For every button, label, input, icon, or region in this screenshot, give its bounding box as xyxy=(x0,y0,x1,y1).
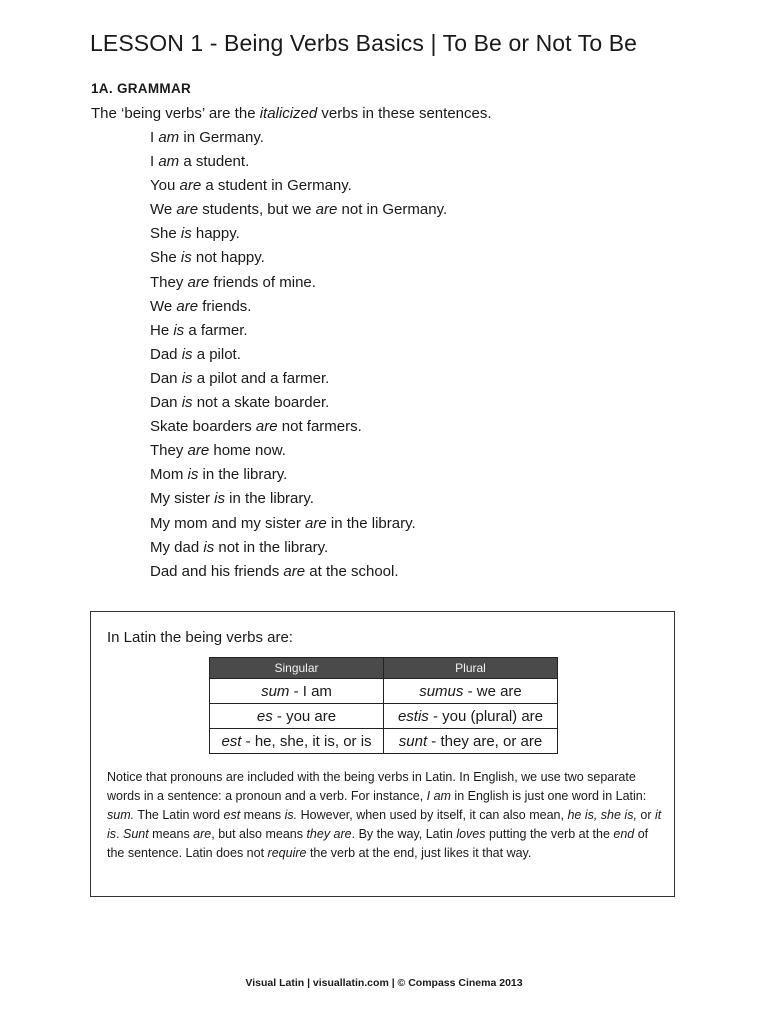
example-sentences xyxy=(150,126,447,584)
latin-verbs-box xyxy=(90,611,675,897)
intro-before: The ‘being verbs’ are the xyxy=(91,105,260,122)
example-sentence xyxy=(150,198,447,222)
example-sentence xyxy=(150,126,447,150)
note-text: or xyxy=(636,808,655,822)
example-sentence xyxy=(150,560,447,584)
note-text: means xyxy=(148,827,194,841)
note-text: putting the verb at the xyxy=(485,827,614,841)
english-meaning: - you are xyxy=(272,707,337,725)
footer: Visual Latin | visuallatin.com | © Compass Cinema 2013 xyxy=(245,977,523,989)
sentence-text: students, but we xyxy=(198,201,316,219)
sentence-text: a student. xyxy=(179,153,250,171)
being-verb: are xyxy=(176,201,199,219)
example-sentence xyxy=(150,536,447,560)
example-sentence xyxy=(150,439,447,463)
being-verb: are xyxy=(187,442,210,460)
sentence-text: not in the library. xyxy=(214,538,329,556)
sentence-text: We xyxy=(150,201,177,219)
sentence-text: I xyxy=(150,129,159,146)
sentence-text: not in Germany. xyxy=(337,201,448,219)
note-italic: Sunt xyxy=(122,827,149,841)
note-italic: loves xyxy=(456,827,486,841)
note-text: in English is just one word in Latin: xyxy=(450,789,647,803)
table-row xyxy=(210,704,558,729)
sentence-text: My sister xyxy=(150,490,215,508)
sentence-text: We xyxy=(150,297,177,315)
sentence-text: not happy. xyxy=(191,249,265,267)
note-italic: I am xyxy=(426,789,451,803)
example-sentence xyxy=(150,463,447,487)
being-verb: is xyxy=(214,490,226,508)
example-sentence xyxy=(150,487,447,511)
table-cell xyxy=(210,729,384,754)
being-verb: is xyxy=(203,538,215,556)
english-meaning: - they are, or are xyxy=(427,732,543,750)
sentence-text: in the library. xyxy=(198,466,288,484)
note-italic: require xyxy=(267,846,307,860)
table-row xyxy=(210,679,558,704)
latin-verb: sunt xyxy=(398,732,428,750)
latin-verb: estis xyxy=(397,707,429,725)
being-verb: is xyxy=(173,321,185,339)
sentence-text: Skate boarders xyxy=(150,418,256,436)
latin-verb: sumus xyxy=(419,682,464,700)
table-cell xyxy=(210,704,384,729)
sentence-text: Dad xyxy=(150,345,182,363)
being-verb: are xyxy=(176,297,199,315)
note-text: However, when used by itself, it can also mean, xyxy=(297,808,568,822)
table-cell xyxy=(384,679,558,704)
latin-verb: sum xyxy=(261,682,290,700)
intro-after: verbs in these sentences. xyxy=(317,105,492,122)
note-italic: est xyxy=(223,808,241,822)
sentence-text: I xyxy=(150,153,159,171)
sentence-text: not a skate boarder. xyxy=(192,394,330,412)
example-sentence xyxy=(150,150,447,174)
being-verb: is xyxy=(181,345,193,363)
table-cell xyxy=(384,729,558,754)
being-verb: is xyxy=(181,369,193,387)
example-sentence xyxy=(150,222,447,246)
note-italic: sum. xyxy=(107,808,135,822)
sentence-text: in the library. xyxy=(326,514,416,532)
being-verb: is xyxy=(181,394,193,412)
english-meaning: - I am xyxy=(289,682,332,700)
section-heading: 1A. GRAMMAR xyxy=(91,81,192,96)
being-verb: are xyxy=(179,177,202,195)
being-verb: are xyxy=(305,514,327,532)
sentence-text: home now. xyxy=(209,442,286,460)
sentence-text: He xyxy=(150,321,174,339)
example-sentence xyxy=(150,246,447,270)
english-meaning: - he, she, it is, or is xyxy=(241,732,372,750)
example-sentence xyxy=(150,343,447,367)
note-text: . By the way, Latin xyxy=(351,827,457,841)
sentence-text: Dad and his friends xyxy=(150,562,284,580)
table-cell xyxy=(384,704,558,729)
being-verb: is xyxy=(180,249,192,267)
being-verb: is xyxy=(180,225,192,243)
sentence-text: at the school. xyxy=(305,562,399,580)
note-italic: they are xyxy=(306,827,352,841)
being-verb: are xyxy=(187,273,210,291)
english-meaning: - you (plural) are xyxy=(428,707,544,725)
intro-italic: italicized xyxy=(259,105,318,122)
sentence-text: a farmer. xyxy=(184,321,248,339)
sentence-text: You xyxy=(150,177,180,195)
latin-verb: est xyxy=(221,732,242,750)
example-sentence xyxy=(150,295,447,319)
table-row xyxy=(210,729,558,754)
note-text: of the sentence. Latin does not xyxy=(107,827,649,860)
sentence-text: They xyxy=(150,442,188,460)
page-title: LESSON 1 - Being Verbs Basics | To Be or Not To Be xyxy=(90,30,638,56)
being-verb: are xyxy=(283,562,306,580)
sentence-text: My dad xyxy=(150,538,204,556)
example-sentence xyxy=(150,271,447,295)
note-italic: end xyxy=(613,827,635,841)
being-verb: is xyxy=(187,466,199,484)
sentence-text: a pilot. xyxy=(192,345,241,363)
note-text: Notice that pronouns are included with the being verbs in Latin. In English, we use two separate words in a sentence: a pronoun and a verb. For instance, xyxy=(107,770,636,803)
note-italic: are xyxy=(193,827,212,841)
sentence-text: in the library. xyxy=(225,490,314,508)
sentence-text: Mom xyxy=(150,466,188,484)
sentence-text: She xyxy=(150,225,181,243)
sentence-text: in Germany. xyxy=(179,129,264,146)
header-plural: Plural xyxy=(384,658,558,679)
explanation-note xyxy=(107,768,667,863)
being-verb: are xyxy=(255,418,278,436)
table-cell xyxy=(210,679,384,704)
being-verb: am xyxy=(158,153,180,171)
sentence-text: Dan xyxy=(150,369,182,387)
example-sentence xyxy=(150,512,447,536)
english-meaning: - we are xyxy=(463,682,522,700)
verb-table xyxy=(209,657,558,754)
sentence-text: Dan xyxy=(150,394,182,412)
being-verb: are xyxy=(315,201,338,219)
sentence-text: not farmers. xyxy=(277,418,362,436)
box-intro: In Latin the being verbs are: xyxy=(107,629,293,646)
latin-verb: es xyxy=(256,707,273,725)
intro-text xyxy=(91,105,492,122)
note-text: , but also means xyxy=(211,827,307,841)
note-italic: it is xyxy=(107,808,662,841)
note-text: . xyxy=(116,827,123,841)
example-sentence xyxy=(150,174,447,198)
example-sentence xyxy=(150,415,447,439)
sentence-text: a pilot and a farmer. xyxy=(192,369,330,387)
note-italic: is. xyxy=(284,808,298,822)
sentence-text: They xyxy=(150,273,188,291)
sentence-text: friends of mine. xyxy=(209,273,316,291)
sentence-text: My mom and my sister xyxy=(150,514,306,532)
note-italic: he is, she is, xyxy=(567,808,637,822)
example-sentence xyxy=(150,367,447,391)
note-text: means xyxy=(240,808,285,822)
sentence-text: She xyxy=(150,249,181,267)
being-verb: am xyxy=(158,129,180,146)
sentence-text: friends. xyxy=(198,297,252,315)
sentence-text: a student in Germany. xyxy=(201,177,352,195)
note-text: The Latin word xyxy=(134,808,224,822)
note-text: the verb at the end, just likes it that way. xyxy=(306,846,532,860)
header-singular: Singular xyxy=(210,658,384,679)
example-sentence xyxy=(150,391,447,415)
sentence-text: happy. xyxy=(191,225,240,243)
example-sentence xyxy=(150,319,447,343)
